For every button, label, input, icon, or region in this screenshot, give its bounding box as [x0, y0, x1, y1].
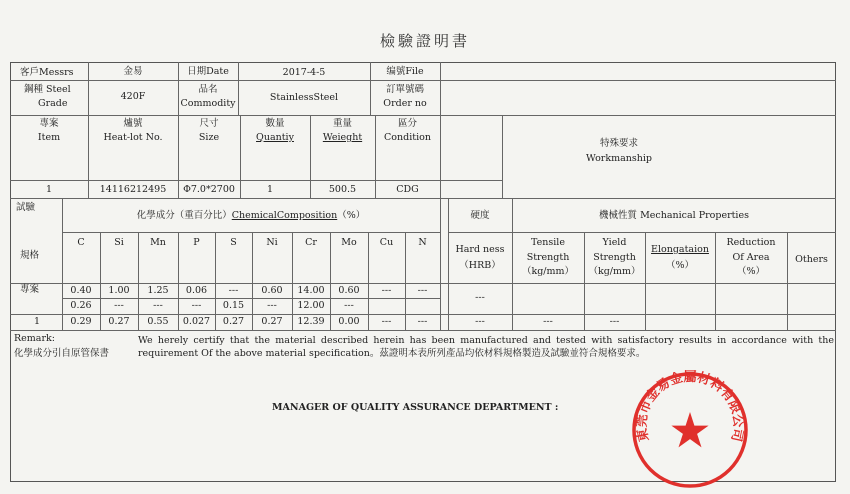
element-header-c: C — [77, 237, 85, 248]
spec-max-mo: 0.60 — [338, 285, 360, 296]
commodity-label-en: Commodity — [180, 98, 236, 109]
certification-text-en: We herely certify that the material described herein has been manufactured and tested with satisfactory results in accordance with the requirement Of the above material specification。 — [138, 335, 834, 359]
reduction-unit: （%） — [736, 266, 766, 277]
heat-col-header-en: Heat-lot No. — [103, 132, 163, 143]
result-si: 0.27 — [108, 316, 130, 327]
date-value: 2017-4-5 — [282, 67, 326, 78]
qty-col-header-en: Quantiy — [256, 132, 294, 143]
tensile-header: Tensile — [531, 237, 565, 248]
spec-label: 規格 — [20, 250, 40, 261]
row-line — [10, 330, 836, 331]
heat-col-header: 爐號 — [123, 118, 143, 129]
order-label-en: Order no — [383, 98, 427, 109]
result-s: 0.27 — [222, 316, 245, 327]
spec-max-ni: 0.60 — [261, 285, 283, 296]
seal-star-icon — [671, 412, 708, 447]
spec-max-mn: 1.25 — [147, 285, 169, 296]
remark-label: Remark: — [14, 333, 55, 344]
chem-title-cn: 化學成分（重百分比） — [136, 210, 232, 221]
others-header: Others — [795, 254, 828, 265]
manager-line: MANAGER OF QUALITY ASSURANCE DEPARTMENT : — [272, 402, 559, 413]
spec-min-c: 0.26 — [70, 300, 92, 311]
spec-max-cu: --- — [381, 285, 392, 296]
reduction-header-2: Of Area — [732, 252, 770, 263]
size-col-header: 尺寸 — [199, 118, 219, 129]
element-header-p: P — [193, 237, 200, 248]
commodity-value: StainlessSteel — [269, 92, 339, 103]
col-line — [787, 232, 788, 330]
yield-unit: （kg/mm） — [588, 266, 641, 277]
quantity-value: 1 — [266, 184, 274, 195]
order-label: 訂單號碼 — [385, 84, 424, 95]
hardness-header: Hard ness — [455, 244, 505, 255]
mech-result-0: --- — [475, 316, 485, 327]
elongation-unit: （%） — [665, 260, 695, 271]
certification-text-cn: 茲證明本表所列產品均依材料規格製造及試驗並符合規格要求。 — [379, 348, 646, 359]
reduction-header: Reduction — [726, 237, 776, 248]
document-title: 檢驗證明書 — [379, 32, 470, 50]
yield-header-2: Strength — [593, 252, 636, 263]
row-line — [10, 80, 836, 81]
item-label: 專案 — [20, 284, 40, 295]
result-cu: --- — [381, 316, 392, 327]
spec-min-s: 0.15 — [222, 300, 245, 311]
chem-title — [62, 210, 440, 222]
spec-max-s: --- — [228, 285, 239, 296]
grade-label: 鋼種 Steel — [24, 84, 71, 95]
workmanship-header: 特殊要求 — [599, 138, 638, 149]
result-mo: 0.00 — [338, 316, 360, 327]
element-header-cr: Cr — [305, 237, 317, 248]
item-col-header: 專案 — [39, 118, 59, 129]
hardness-title: 硬度 — [470, 210, 490, 221]
result-cr: 12.39 — [297, 316, 325, 327]
element-header-mo: Mo — [341, 237, 357, 248]
row-line — [10, 283, 836, 284]
mech-title — [512, 210, 836, 222]
condition-col-header: 區分 — [397, 118, 417, 129]
elongation-header: Elongataion — [651, 244, 709, 255]
chem-title-unit: （%） — [337, 210, 366, 221]
mech-result-2: --- — [609, 316, 620, 327]
remark-label-cn: 化學成分引自原管保書 — [14, 348, 110, 359]
seal-text: 東莞市金易金屬材料有限公司 — [634, 370, 746, 443]
yield-header: Yield — [602, 237, 627, 248]
row-line — [10, 115, 836, 116]
item-number: 1 — [45, 184, 53, 195]
element-header-n: N — [418, 237, 427, 248]
test-label: 試驗 — [16, 202, 36, 213]
row-line — [10, 314, 836, 315]
col-line — [440, 198, 441, 330]
element-header-mn: Mn — [150, 237, 166, 248]
spec-min-p: --- — [191, 300, 202, 311]
spec-max-cr: 14.00 — [297, 285, 325, 296]
col-line — [440, 62, 441, 115]
col-line — [440, 115, 441, 198]
file-label: 编號File — [386, 66, 424, 77]
spec-min-cr: 12.00 — [297, 300, 325, 311]
size-value: Φ7.0*2700 — [183, 184, 235, 195]
spec-max-p: 0.06 — [185, 285, 208, 296]
element-header-si: Si — [114, 237, 124, 248]
element-header-s: S — [230, 237, 237, 248]
tensile-header-2: Strength — [526, 252, 570, 263]
mech-title-en: Mechanical Properties — [640, 210, 749, 221]
customer-value: 金易 — [123, 66, 143, 77]
company-seal — [630, 370, 750, 490]
result-c: 0.29 — [70, 316, 92, 327]
result-n: --- — [417, 316, 428, 327]
mech-spec-0: --- — [475, 292, 485, 303]
hardness-unit: （HRB） — [459, 260, 501, 271]
item-col-header-en: Item — [37, 132, 61, 143]
row-line — [10, 198, 836, 199]
spec-max-n: --- — [417, 285, 428, 296]
result-mn: 0.55 — [147, 316, 169, 327]
spec-max-c: 0.40 — [70, 285, 92, 296]
result-ni: 0.27 — [261, 316, 283, 327]
spec-min-si: --- — [114, 300, 124, 311]
spec-max-si: 1.00 — [108, 285, 130, 296]
condition-col-header-en: Condition — [384, 132, 431, 143]
row-line — [62, 298, 440, 299]
condition-value: CDG — [396, 184, 419, 195]
result-p: 0.027 — [182, 316, 211, 327]
spec-min-ni: --- — [267, 300, 277, 311]
commodity-label: 品名 — [198, 84, 218, 95]
certification-text — [138, 334, 834, 360]
heat-lot-number: 14116212495 — [99, 184, 167, 195]
workmanship-header-en: Workmanship — [585, 153, 653, 164]
result-item-number: 1 — [34, 316, 41, 327]
spec-min-mn: --- — [153, 300, 163, 311]
weight-value: 500.5 — [328, 184, 357, 195]
mech-result-1: --- — [543, 316, 553, 327]
weight-col-header-en: Weieght — [322, 132, 363, 143]
mech-title-cn: 機械性質 — [599, 210, 638, 221]
grade-value: 420F — [120, 91, 146, 102]
date-label: 日期Date — [187, 66, 229, 77]
weight-col-header: 重量 — [332, 118, 352, 129]
element-header-ni: Ni — [266, 237, 278, 248]
grade-label-en: Grade — [38, 98, 68, 109]
customer-label: 客戶Messrs — [20, 67, 74, 78]
spec-min-mo: --- — [344, 300, 354, 311]
tensile-unit: （kg/mm） — [521, 266, 575, 277]
row-line — [448, 232, 836, 233]
row-line — [10, 180, 502, 181]
qty-col-header: 數量 — [265, 118, 285, 129]
chem-title-en: ChemicalComposition — [231, 210, 338, 221]
row-line — [62, 232, 440, 233]
size-col-header-en: Size — [198, 132, 220, 143]
element-header-cu: Cu — [379, 237, 394, 248]
